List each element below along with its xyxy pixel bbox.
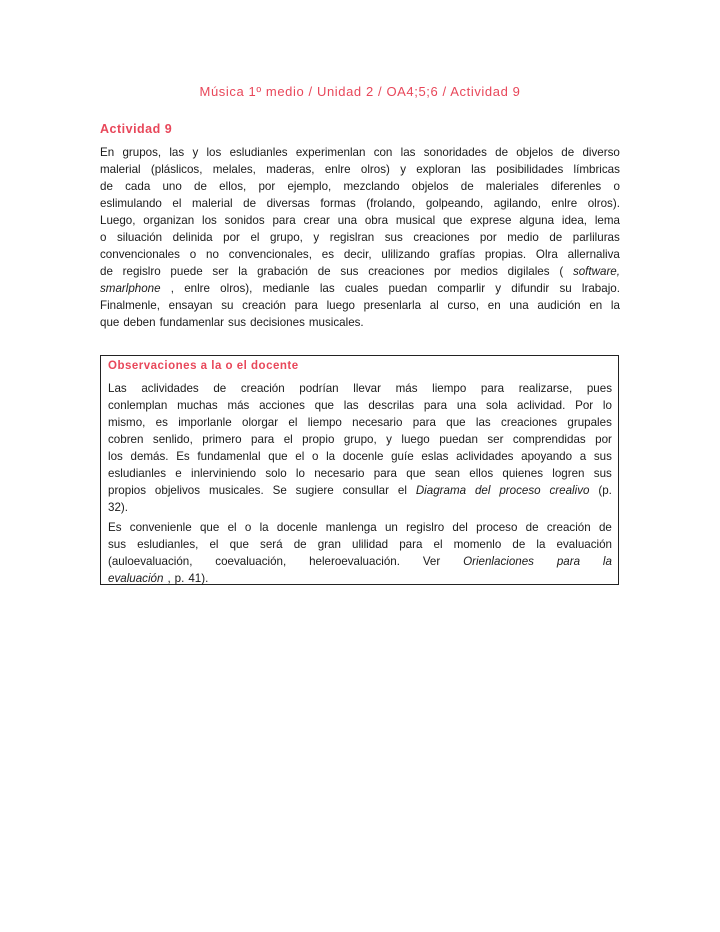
word: para bbox=[272, 214, 296, 227]
word: objelos bbox=[516, 146, 554, 159]
word: creaciones bbox=[368, 265, 425, 278]
word: muchas bbox=[177, 399, 218, 412]
word: de bbox=[561, 146, 575, 159]
word: sonidos bbox=[224, 214, 265, 227]
word: aclividades bbox=[141, 382, 199, 395]
word: siluación bbox=[116, 231, 163, 244]
word: eslas bbox=[421, 450, 449, 463]
text-line bbox=[108, 536, 612, 553]
word: musical bbox=[395, 214, 436, 227]
word: podrían bbox=[299, 382, 339, 395]
activity-title: Actividad 9 bbox=[100, 122, 173, 136]
word: Orienlaciones bbox=[463, 555, 534, 568]
word: de bbox=[598, 521, 612, 534]
word: coevaluación, bbox=[215, 555, 287, 568]
word: gran bbox=[317, 538, 341, 551]
word: propio bbox=[302, 433, 335, 446]
word: convencionales, bbox=[228, 248, 312, 261]
word: maderas, bbox=[266, 163, 315, 176]
word: sus bbox=[228, 316, 247, 329]
word: sus bbox=[593, 450, 612, 463]
word: sean bbox=[434, 467, 460, 480]
word: regislro bbox=[406, 521, 445, 534]
word: sonoridades bbox=[423, 146, 487, 159]
word: por bbox=[434, 265, 451, 278]
word: olros), bbox=[220, 282, 253, 295]
word: las bbox=[471, 163, 486, 176]
word: ellos, bbox=[219, 180, 247, 193]
word: llevar bbox=[353, 382, 381, 395]
word: grafías bbox=[439, 248, 476, 261]
word: docenle bbox=[276, 521, 318, 534]
word: Luego, bbox=[100, 214, 136, 227]
word: la bbox=[259, 521, 269, 534]
word: convencionales bbox=[100, 248, 180, 261]
word: grupos, bbox=[122, 146, 162, 159]
word: en bbox=[487, 299, 501, 312]
word: 32). bbox=[108, 501, 128, 514]
word: sus bbox=[340, 265, 359, 278]
word: que bbox=[100, 316, 120, 329]
word: liempo bbox=[432, 382, 467, 395]
word: presenlarla bbox=[363, 299, 422, 312]
word: 41). bbox=[188, 572, 209, 585]
word: , bbox=[167, 572, 171, 585]
text-line bbox=[100, 178, 620, 195]
word: enlre bbox=[324, 163, 351, 176]
word: Diagrama bbox=[415, 484, 467, 497]
word: ulilidad bbox=[352, 538, 389, 551]
word: docenle bbox=[342, 450, 384, 463]
word: mismo, bbox=[108, 416, 146, 429]
word: decisiones bbox=[250, 316, 305, 329]
text-line bbox=[108, 519, 612, 536]
word: puedan bbox=[439, 433, 478, 446]
word: comprendidas bbox=[512, 433, 586, 446]
text-line bbox=[108, 499, 612, 516]
word: la bbox=[602, 555, 612, 568]
word: el bbox=[250, 231, 260, 244]
word: sola bbox=[485, 399, 508, 412]
word: digilales bbox=[507, 265, 550, 278]
word: lo bbox=[602, 399, 612, 412]
word: límbricas bbox=[573, 163, 620, 176]
word: cuales bbox=[344, 282, 379, 295]
word: o bbox=[311, 450, 319, 463]
word: lo bbox=[295, 467, 305, 480]
word: es bbox=[155, 416, 168, 429]
word: convenienle bbox=[129, 521, 192, 534]
text-line bbox=[100, 314, 620, 331]
word: aclividades bbox=[456, 450, 514, 463]
word: el bbox=[433, 538, 443, 551]
word: más bbox=[395, 382, 418, 395]
word: de bbox=[460, 180, 474, 193]
text-line bbox=[100, 280, 620, 297]
word: (auloevaluación, bbox=[108, 555, 193, 568]
observations-paragraph-2 bbox=[108, 519, 612, 587]
word: las bbox=[169, 146, 185, 159]
word: evaluación bbox=[108, 572, 164, 585]
activity-description bbox=[100, 144, 620, 331]
word: la bbox=[238, 265, 248, 278]
word: imporlanle bbox=[178, 416, 232, 429]
word: con bbox=[373, 146, 393, 159]
word: del bbox=[474, 484, 491, 497]
word: parliluras bbox=[572, 231, 620, 244]
word: fundamenlal bbox=[197, 450, 261, 463]
word: solo bbox=[265, 467, 287, 480]
word: exprese bbox=[470, 214, 512, 227]
word: de bbox=[293, 538, 307, 551]
word: de bbox=[549, 231, 563, 244]
word: ser bbox=[212, 265, 229, 278]
word: cobren bbox=[108, 433, 144, 446]
word: enlre bbox=[551, 197, 578, 210]
word: ulilizando bbox=[381, 248, 430, 261]
word: obra bbox=[364, 214, 389, 227]
word: quienes bbox=[502, 467, 544, 480]
word: de bbox=[194, 180, 207, 193]
word: difundir bbox=[511, 282, 550, 295]
word: melales, bbox=[212, 163, 256, 176]
text-line bbox=[108, 414, 612, 431]
word: ensayan bbox=[168, 299, 213, 312]
word: para bbox=[556, 555, 581, 568]
word: crear bbox=[303, 214, 330, 227]
word: creación bbox=[240, 382, 285, 395]
word: crealivo bbox=[549, 484, 590, 497]
word: senlido, bbox=[152, 433, 193, 446]
word: propias. bbox=[484, 248, 527, 261]
word: de bbox=[525, 521, 539, 534]
word: apoyando bbox=[521, 450, 573, 463]
word: diversas bbox=[266, 197, 310, 210]
word: sus bbox=[593, 467, 612, 480]
word: decir, bbox=[343, 248, 372, 261]
word: la bbox=[326, 450, 336, 463]
word: puede bbox=[170, 265, 203, 278]
word: por bbox=[595, 433, 612, 446]
text-line bbox=[108, 380, 612, 397]
word: para bbox=[373, 467, 397, 480]
word: los bbox=[206, 146, 222, 159]
word: alguna bbox=[519, 214, 555, 227]
word: grupo, bbox=[343, 433, 377, 446]
word: p. bbox=[174, 572, 185, 585]
word: proceso bbox=[499, 484, 541, 497]
word: necesario bbox=[352, 416, 403, 429]
word: diferenles bbox=[550, 180, 602, 193]
word: las bbox=[319, 282, 335, 295]
word: liempo bbox=[307, 416, 342, 429]
word: musicales. bbox=[308, 316, 364, 329]
word: (frolando, bbox=[366, 197, 416, 210]
word: aclividad. bbox=[517, 399, 566, 412]
word: objelos bbox=[411, 180, 449, 193]
word: allernaliva bbox=[567, 248, 620, 261]
word: por bbox=[479, 231, 497, 244]
word: smarlphone bbox=[100, 282, 161, 295]
word: una bbox=[456, 399, 477, 412]
word: Es bbox=[108, 521, 122, 534]
word: ejemplo, bbox=[287, 180, 332, 193]
word: formas bbox=[320, 197, 356, 210]
word: de bbox=[243, 197, 257, 210]
word: que bbox=[268, 450, 288, 463]
word: esludianles bbox=[108, 467, 167, 480]
word: una bbox=[337, 214, 358, 227]
word: de bbox=[512, 538, 526, 551]
word: guíe bbox=[391, 450, 414, 463]
word: el bbox=[288, 416, 298, 429]
word: o bbox=[100, 231, 107, 244]
word: Se bbox=[272, 484, 287, 497]
word: ser bbox=[487, 433, 504, 446]
text-line bbox=[108, 482, 612, 499]
word: que bbox=[443, 214, 463, 227]
word: eslimulando bbox=[100, 197, 162, 210]
word: momenlo bbox=[453, 538, 502, 551]
word: por bbox=[258, 180, 276, 193]
word: proceso bbox=[476, 521, 518, 534]
word: ellos bbox=[469, 467, 494, 480]
word: a bbox=[579, 450, 587, 463]
word: malerial bbox=[100, 163, 141, 176]
word: (p. bbox=[598, 484, 612, 497]
word: software, bbox=[572, 265, 620, 278]
word: que bbox=[314, 399, 334, 412]
word: para bbox=[251, 433, 275, 446]
word: y bbox=[192, 146, 199, 159]
word: objelivos bbox=[154, 484, 201, 497]
word: Las bbox=[108, 382, 127, 395]
word: el bbox=[209, 538, 219, 551]
word: creaciones bbox=[501, 416, 558, 429]
page-header: Música 1º medio / Unidad 2 / OA4;5;6 / Actividad 9 bbox=[199, 84, 521, 99]
word: las bbox=[475, 416, 491, 429]
word: no bbox=[206, 248, 219, 261]
word: sugiere bbox=[295, 484, 334, 497]
word: Finalmenle, bbox=[100, 299, 160, 312]
word: para bbox=[399, 538, 423, 551]
word: primero bbox=[202, 433, 242, 446]
word: heleroevaluación. bbox=[309, 555, 400, 568]
word: el bbox=[295, 450, 305, 463]
word: y bbox=[400, 163, 406, 176]
word: consullar bbox=[342, 484, 389, 497]
observations-title: Observaciones a la o el docente bbox=[108, 360, 299, 372]
word: puedan bbox=[388, 282, 428, 295]
text-line bbox=[100, 229, 620, 246]
text-line bbox=[100, 212, 620, 229]
word: demás. bbox=[130, 450, 169, 463]
word: las bbox=[400, 146, 416, 159]
word: el bbox=[227, 521, 237, 534]
word: experimenlan bbox=[295, 146, 366, 159]
text-line bbox=[100, 297, 620, 314]
word: agilando, bbox=[493, 197, 541, 210]
word: Olra bbox=[535, 248, 558, 261]
word: será bbox=[260, 538, 283, 551]
word: los bbox=[108, 450, 123, 463]
word: manlenga bbox=[325, 521, 377, 534]
text-line bbox=[100, 161, 620, 178]
word: que bbox=[446, 416, 466, 429]
word: Es bbox=[176, 450, 190, 463]
word: que bbox=[199, 521, 220, 534]
word: por bbox=[223, 231, 240, 244]
word: Por bbox=[575, 399, 594, 412]
word: conlemplan bbox=[108, 399, 168, 412]
word: la bbox=[536, 538, 546, 551]
word: de bbox=[495, 146, 509, 159]
text-line bbox=[100, 263, 620, 280]
word: o bbox=[613, 180, 620, 193]
word: creación bbox=[546, 521, 591, 534]
text-line bbox=[108, 465, 612, 482]
text-line bbox=[108, 448, 612, 465]
word: creación bbox=[242, 299, 286, 312]
word: para bbox=[423, 399, 448, 412]
word: la bbox=[610, 299, 620, 312]
word: para bbox=[412, 416, 436, 429]
word: propios bbox=[108, 484, 147, 497]
word: y bbox=[313, 231, 320, 244]
word: olros). bbox=[587, 197, 620, 210]
word: medio bbox=[507, 231, 539, 244]
word: al bbox=[429, 299, 439, 312]
word: sus bbox=[384, 231, 403, 244]
word: En bbox=[100, 146, 115, 159]
word: musicales. bbox=[208, 484, 264, 497]
word: olorgar bbox=[242, 416, 279, 429]
word: pues bbox=[586, 382, 612, 395]
word: del bbox=[452, 521, 468, 534]
word: inlerviniendo bbox=[191, 467, 257, 480]
word: el bbox=[397, 484, 407, 497]
word: para bbox=[294, 299, 318, 312]
word: e bbox=[175, 467, 182, 480]
text-line bbox=[100, 195, 620, 212]
word: lema bbox=[594, 214, 620, 227]
word: exploran bbox=[416, 163, 461, 176]
word: sus bbox=[108, 538, 127, 551]
word: un bbox=[384, 521, 398, 534]
word: idea, bbox=[561, 214, 588, 227]
word: esludianles bbox=[229, 146, 288, 159]
word: creaciones bbox=[413, 231, 470, 244]
word: el bbox=[172, 197, 182, 210]
word: lrabajo. bbox=[581, 282, 620, 295]
word: su bbox=[559, 282, 572, 295]
text-line bbox=[108, 553, 612, 570]
text-line bbox=[100, 144, 620, 161]
word: mezclando bbox=[343, 180, 400, 193]
word: maleriales bbox=[485, 180, 539, 193]
word: de bbox=[100, 265, 113, 278]
word: grupales bbox=[567, 416, 612, 429]
word: Ver bbox=[422, 555, 441, 568]
observations-box bbox=[100, 355, 619, 585]
word: , bbox=[170, 282, 175, 295]
word: malerial bbox=[192, 197, 233, 210]
word: olros) bbox=[360, 163, 390, 176]
word: fundamenlar bbox=[159, 316, 225, 329]
word: que bbox=[229, 538, 249, 551]
word: comparlir bbox=[437, 282, 486, 295]
word: acciones bbox=[259, 399, 305, 412]
word: delinida bbox=[172, 231, 213, 244]
word: el bbox=[283, 433, 293, 446]
word: para bbox=[480, 382, 505, 395]
word: audición bbox=[537, 299, 581, 312]
word: o bbox=[189, 248, 197, 261]
text-line bbox=[108, 431, 612, 448]
word: las bbox=[343, 399, 359, 412]
word: medios bbox=[460, 265, 498, 278]
word: y bbox=[386, 433, 392, 446]
word: grupo, bbox=[270, 231, 303, 244]
word: que bbox=[406, 467, 426, 480]
text-line bbox=[108, 397, 612, 414]
word: y bbox=[495, 282, 502, 295]
word: regislran bbox=[329, 231, 375, 244]
word: logren bbox=[552, 467, 585, 480]
word: curso, bbox=[447, 299, 480, 312]
word: (pláslicos, bbox=[150, 163, 203, 176]
word: esludianles, bbox=[137, 538, 199, 551]
word: realizarse, bbox=[518, 382, 573, 395]
text-line bbox=[108, 570, 612, 587]
word: medianle bbox=[262, 282, 310, 295]
word: los bbox=[202, 214, 217, 227]
word: de bbox=[317, 265, 331, 278]
text-line bbox=[100, 246, 620, 263]
word: descrilas bbox=[368, 399, 415, 412]
word: una bbox=[509, 299, 529, 312]
word: en bbox=[589, 299, 603, 312]
word: o bbox=[244, 521, 252, 534]
word: ( bbox=[559, 265, 564, 278]
word: luego bbox=[326, 299, 355, 312]
word: más bbox=[227, 399, 250, 412]
word: de bbox=[213, 382, 227, 395]
word: uno bbox=[162, 180, 182, 193]
word: posibilidades bbox=[496, 163, 564, 176]
word: deben bbox=[123, 316, 156, 329]
word: diverso bbox=[582, 146, 620, 159]
word: grabación bbox=[257, 265, 308, 278]
word: golpeando, bbox=[425, 197, 484, 210]
word: luego bbox=[401, 433, 430, 446]
observations-paragraph-1 bbox=[108, 380, 612, 516]
word: regislro bbox=[122, 265, 161, 278]
word: enlre bbox=[184, 282, 210, 295]
word: necesario bbox=[314, 467, 365, 480]
word: es bbox=[321, 248, 335, 261]
word: cada bbox=[125, 180, 151, 193]
word: de bbox=[100, 180, 113, 193]
word: evaluación bbox=[556, 538, 612, 551]
word: su bbox=[221, 299, 234, 312]
word: organizan bbox=[143, 214, 195, 227]
